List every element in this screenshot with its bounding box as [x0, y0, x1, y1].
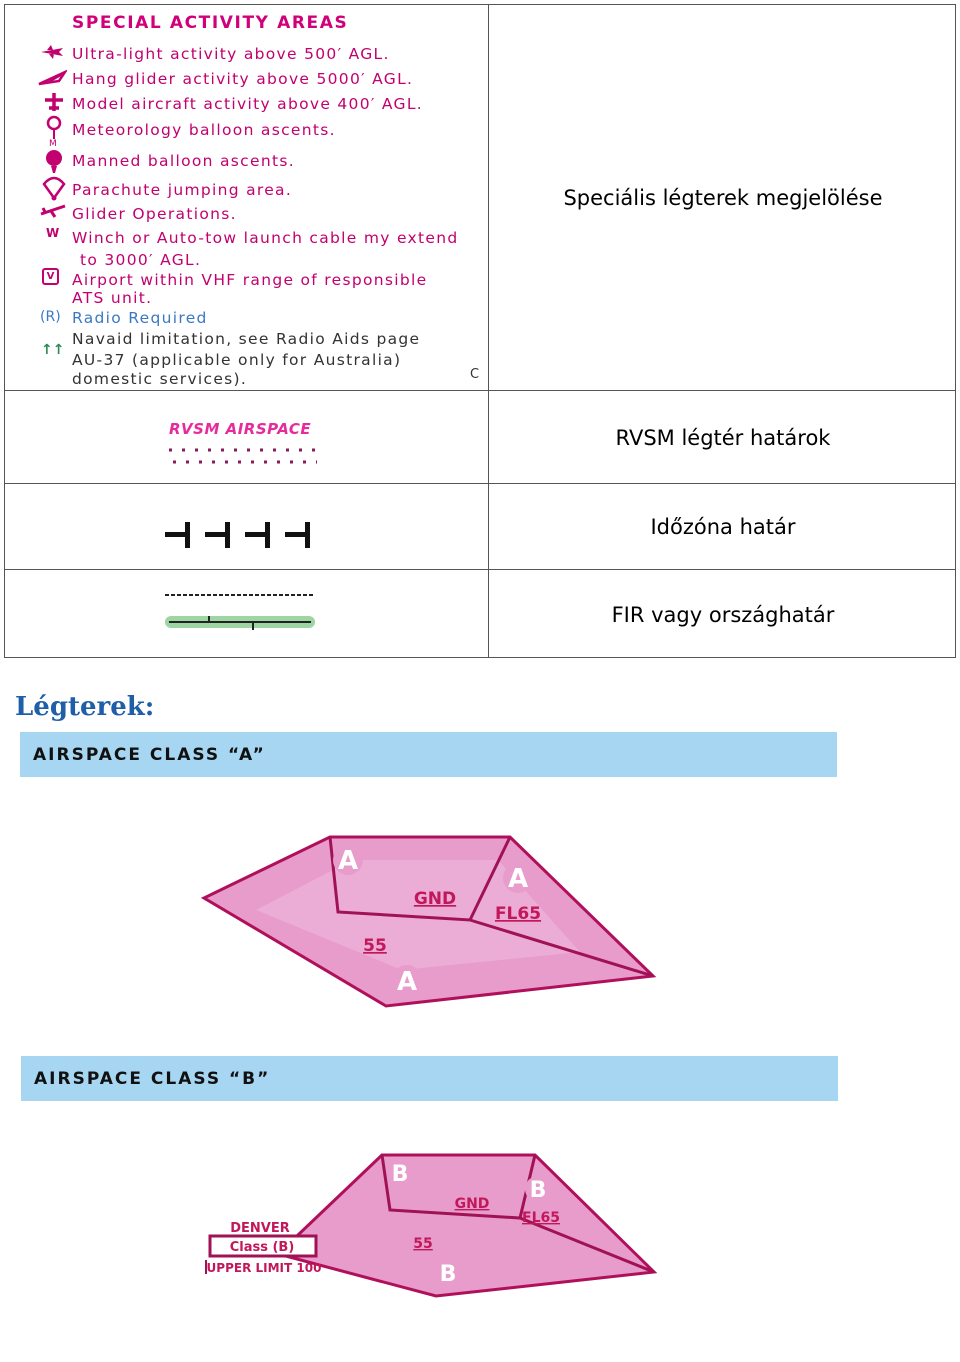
hang-glider-icon	[37, 69, 67, 87]
row-description: Időzóna határ	[650, 515, 796, 539]
time-zone-boundary-symbol	[159, 520, 319, 552]
altitude-label: 55	[363, 936, 387, 956]
row-description: RVSM légtér határok	[615, 426, 831, 450]
fl-label: FL65	[522, 1210, 560, 1226]
table-divider-vertical	[488, 5, 489, 657]
class-letter: B	[529, 1178, 547, 1203]
legend-line: Parachute jumping area.	[72, 181, 293, 199]
legend-line: Glider Operations.	[72, 205, 237, 223]
legend-line: AU-37 (applicable only for Australia)	[72, 351, 402, 369]
class-letter: A	[396, 967, 418, 997]
legend-line: Hang glider activity above 5000′ AGL.	[72, 70, 414, 88]
legend-line: Radio Required	[72, 309, 208, 327]
radio-required-icon: (R)	[40, 309, 61, 325]
parachute-icon	[42, 176, 66, 202]
box-class: Class (B)	[229, 1240, 295, 1255]
special-activity-legend	[5, 5, 488, 390]
legend-line: Ultra-light activity above 500′ AGL.	[72, 45, 390, 63]
airspace-b-header-bar	[21, 1056, 838, 1101]
table-divider	[5, 569, 955, 570]
airspace-b-header: AIRSPACE CLASS “B”	[34, 1069, 271, 1089]
class-letter: A	[507, 864, 529, 894]
class-letter: B	[391, 1162, 409, 1187]
legend-line: Winch or Auto-tow launch cable my extend	[72, 229, 459, 247]
class-letter: B	[439, 1262, 457, 1287]
section-heading: Légterek:	[15, 692, 155, 722]
box-limit: UPPER LIMIT 100	[206, 1261, 322, 1275]
legend-line: Airport within VHF range of responsible	[72, 271, 428, 289]
gnd-label: GND	[454, 1196, 490, 1212]
airspace-a-header: AIRSPACE CLASS “A”	[33, 745, 266, 765]
rvsm-dotted-line	[165, 444, 325, 468]
ultralight-icon	[39, 43, 65, 61]
table-divider	[5, 390, 955, 391]
airspace-a-diagram	[200, 820, 660, 1050]
legend-title: SPECIAL ACTIVITY AREAS	[72, 13, 349, 33]
altitude-label: 55	[413, 1236, 433, 1252]
row-description: Speciális légterek megjelölése	[563, 186, 883, 210]
fir-boundary-symbol	[161, 588, 321, 634]
rvsm-label: RVSM AIRSPACE	[169, 420, 312, 438]
legend-line: Manned balloon ascents.	[72, 152, 295, 170]
meteorology-m-mark: M	[49, 139, 57, 149]
corner-mark: C	[470, 367, 480, 382]
table-divider	[5, 483, 955, 484]
glider-icon	[39, 202, 67, 220]
model-aircraft-icon	[43, 92, 65, 112]
row-description: FIR vagy országhatár	[611, 603, 835, 627]
legend-line: ATS unit.	[72, 289, 153, 307]
legend-line: to 3000′ AGL.	[80, 251, 202, 269]
navaid-arrows-icon: ↑↑	[41, 342, 65, 358]
winch-w-icon: W	[46, 226, 60, 240]
symbol-table	[4, 4, 956, 658]
manned-balloon-icon	[43, 149, 65, 175]
class-letter: A	[337, 846, 359, 876]
legend-line: Meteorology balloon ascents.	[72, 121, 336, 139]
fl-label: FL65	[494, 904, 542, 924]
gnd-label: GND	[413, 889, 457, 909]
airspace-a-header-bar	[20, 732, 837, 777]
legend-line: Navaid limitation, see Radio Aids page	[72, 330, 421, 348]
legend-line: domestic services).	[72, 370, 248, 388]
rvsm-symbol	[165, 420, 325, 470]
airspace-b-diagram	[200, 1140, 660, 1350]
box-city: DENVER	[230, 1221, 290, 1236]
legend-line: Model aircraft activity above 400′ AGL.	[72, 95, 424, 113]
vhf-v-icon: V	[42, 268, 59, 285]
